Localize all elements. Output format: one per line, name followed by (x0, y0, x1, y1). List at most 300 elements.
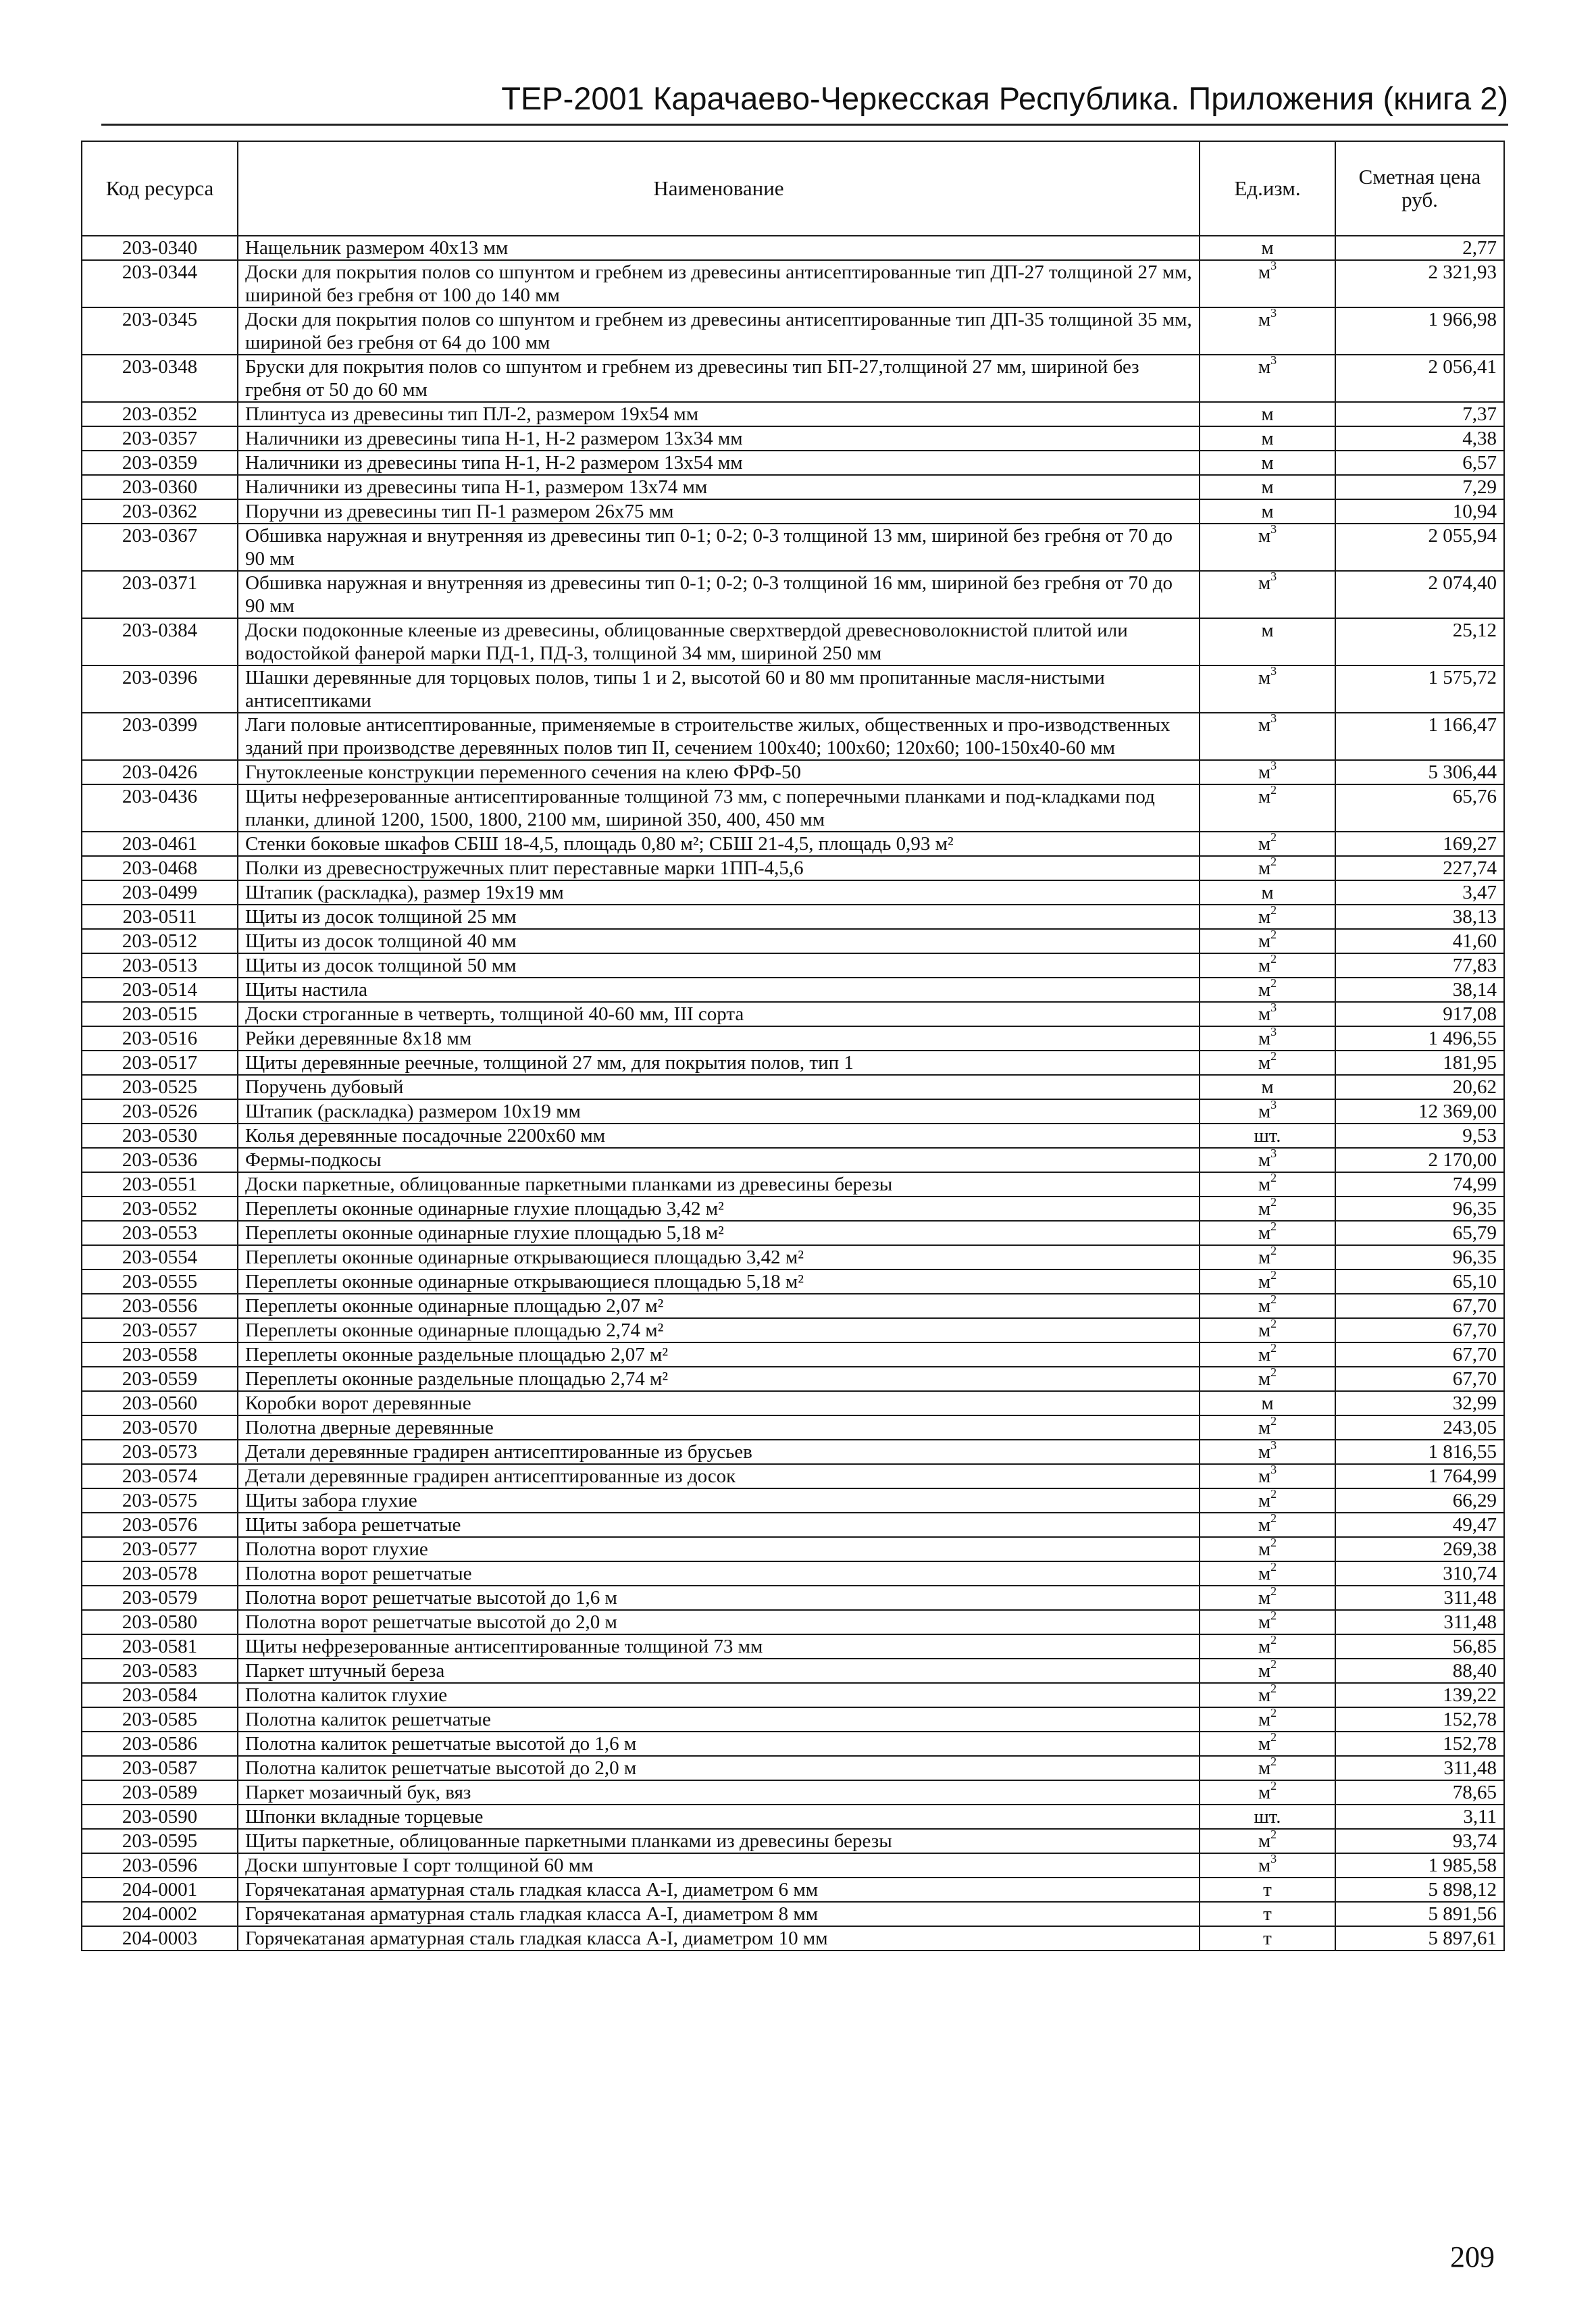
resource-name-cell: Щиты нефрезерованные антисептированные толщиной 73 мм (238, 1634, 1200, 1659)
unit-cell (1200, 880, 1335, 905)
resource-name-cell: Горячекатаная арматурная сталь гладкая класса А-I, диаметром 8 мм (238, 1902, 1200, 1926)
unit-cell (1200, 1221, 1335, 1245)
resource-name-cell: Плинтуса из древесины тип ПЛ-2, размером 19х54 мм (238, 402, 1200, 426)
price-cell: 310,74 (1335, 1561, 1504, 1586)
price-cell: 311,48 (1335, 1586, 1504, 1610)
table-row (82, 1002, 1504, 1026)
price-cell: 1 966,98 (1335, 307, 1504, 355)
resource-code-cell: 203-0515 (82, 1002, 238, 1026)
unit-exponent: 2 (1270, 1828, 1277, 1842)
resource-code-cell: 203-0553 (82, 1221, 238, 1245)
unit-cell (1200, 1148, 1335, 1172)
column-header-name: Наименование (238, 141, 1200, 236)
resource-code-cell: 203-0530 (82, 1124, 238, 1148)
resource-name-cell: Поручень дубовый (238, 1075, 1200, 1099)
unit-cell (1200, 1634, 1335, 1659)
resource-name-cell: Полотна калиток решетчатые высотой до 1,6 м (238, 1732, 1200, 1756)
resource-name-cell: Наличники из древесины типа Н-1, Н-2 размером 13х34 мм (238, 426, 1200, 451)
unit-label: м (1258, 955, 1271, 976)
unit-exponent: 2 (1270, 1560, 1277, 1574)
unit-cell (1200, 856, 1335, 880)
unit-label: м (1258, 1587, 1271, 1609)
table-row (82, 1659, 1504, 1683)
unit-exponent: 3 (1270, 664, 1277, 678)
resource-code-cell: 203-0587 (82, 1756, 238, 1780)
unit-cell (1200, 1537, 1335, 1561)
unit-label: м (1258, 1538, 1271, 1560)
price-cell: 169,27 (1335, 832, 1504, 856)
table-row (82, 1245, 1504, 1269)
column-header-price: Сметная цена руб. (1335, 141, 1504, 236)
unit-label: м (1258, 833, 1271, 855)
unit-exponent: 2 (1270, 952, 1277, 966)
resource-code-cell: 203-0586 (82, 1732, 238, 1756)
resource-name-cell: Доски подоконные клееные из древесины, облицованные сверхтвердой древесноволокнистой плитой или водостойкой фанерой марки ПД-1, ПД-3, толщиной 34 мм, шириной 250 мм (238, 618, 1200, 665)
resource-code-cell: 203-0362 (82, 499, 238, 524)
unit-exponent: 3 (1270, 711, 1277, 726)
table-row (82, 784, 1504, 832)
resource-code-cell: 204-0003 (82, 1926, 238, 1951)
unit-exponent: 2 (1270, 1682, 1277, 1696)
table-row (82, 1099, 1504, 1124)
table-row (82, 1780, 1504, 1805)
price-table (81, 141, 1505, 1951)
resource-code-cell: 203-0552 (82, 1197, 238, 1221)
unit-cell (1200, 1707, 1335, 1732)
unit-label: м (1261, 620, 1274, 641)
price-cell: 1 166,47 (1335, 713, 1504, 760)
unit-exponent: 2 (1270, 928, 1277, 942)
unit-cell (1200, 978, 1335, 1002)
resource-name-cell: Полотна калиток решетчатые высотой до 2,0 м (238, 1756, 1200, 1780)
resource-name-cell: Доски шпунтовые I сорт толщиной 60 мм (238, 1853, 1200, 1878)
table-row (82, 1269, 1504, 1294)
unit-cell (1200, 1780, 1335, 1805)
unit-exponent: 2 (1270, 1341, 1277, 1355)
price-cell: 2 056,41 (1335, 355, 1504, 402)
resource-code-cell: 203-0511 (82, 905, 238, 929)
resource-name-cell: Наличники из древесины типа Н-1, размером 13х74 мм (238, 475, 1200, 499)
unit-exponent: 3 (1270, 1147, 1277, 1161)
unit-cell (1200, 1026, 1335, 1051)
resource-code-cell: 203-0468 (82, 856, 238, 880)
price-cell: 67,70 (1335, 1294, 1504, 1318)
resource-name-cell: Доски паркетные, облицованные паркетными планками из древесины березы (238, 1172, 1200, 1197)
unit-label: м (1258, 1611, 1271, 1633)
resource-code-cell: 203-0352 (82, 402, 238, 426)
table-row (82, 451, 1504, 475)
unit-cell (1200, 760, 1335, 784)
table-row (82, 1367, 1504, 1391)
unit-cell (1200, 1488, 1335, 1513)
unit-label: м (1258, 1465, 1271, 1487)
unit-label: м (1261, 1392, 1274, 1414)
unit-label: м (1258, 1636, 1271, 1657)
unit-cell (1200, 1926, 1335, 1951)
resource-code-cell: 203-0516 (82, 1026, 238, 1051)
resource-name-cell: Щиты паркетные, облицованные паркетными планками из древесины березы (238, 1829, 1200, 1853)
unit-label: м (1258, 906, 1271, 928)
price-cell: 5 891,56 (1335, 1902, 1504, 1926)
unit-label: м (1258, 1757, 1271, 1779)
unit-label: м (1261, 403, 1274, 425)
resource-name-cell: Переплеты оконные одинарные площадью 2,07 м² (238, 1294, 1200, 1318)
unit-exponent: 2 (1270, 1657, 1277, 1671)
price-cell: 917,08 (1335, 1002, 1504, 1026)
table-row (82, 856, 1504, 880)
unit-cell (1200, 905, 1335, 929)
resource-name-cell: Детали деревянные градирен антисептированные из брусьев (238, 1440, 1200, 1464)
unit-cell (1200, 1075, 1335, 1099)
unit-exponent: 2 (1270, 1049, 1277, 1063)
unit-label: м (1258, 1319, 1271, 1341)
table-row (82, 1805, 1504, 1829)
price-cell: 5 897,61 (1335, 1926, 1504, 1951)
unit-cell (1200, 1099, 1335, 1124)
unit-cell (1200, 1732, 1335, 1756)
unit-exponent: 3 (1270, 522, 1277, 536)
resource-code-cell: 203-0583 (82, 1659, 238, 1683)
price-cell: 139,22 (1335, 1683, 1504, 1707)
table-row (82, 1294, 1504, 1318)
table-row (82, 355, 1504, 402)
price-cell: 311,48 (1335, 1756, 1504, 1780)
price-cell: 1 575,72 (1335, 665, 1504, 713)
resource-code-cell: 203-0426 (82, 760, 238, 784)
unit-exponent: 3 (1270, 259, 1277, 273)
price-cell: 1 985,58 (1335, 1853, 1504, 1878)
resource-name-cell: Доски для покрытия полов со шпунтом и гребнем из древесины антисептированные тип ДП-27 толщиной 27 мм, шириной без гребня от 100 до 140 мм (238, 260, 1200, 307)
table-row (82, 1415, 1504, 1440)
table-row (82, 1926, 1504, 1951)
price-cell: 56,85 (1335, 1634, 1504, 1659)
unit-cell (1200, 260, 1335, 307)
unit-cell (1200, 1683, 1335, 1707)
resource-code-cell: 203-0574 (82, 1464, 238, 1488)
resource-name-cell: Штапик (раскладка), размер 19х19 мм (238, 880, 1200, 905)
resource-name-cell: Лаги половые антисептированные, применяемые в строительстве жилых, общественных и про-изводственных зданий при производстве деревянных полов тип II, сечением 100х40; 100х60; 120х60; 100-150х40-60 мм (238, 713, 1200, 760)
unit-exponent: 2 (1270, 783, 1277, 797)
resource-name-cell: Поручни из древесины тип П-1 размером 26х75 мм (238, 499, 1200, 524)
table-row (82, 1561, 1504, 1586)
price-cell: 6,57 (1335, 451, 1504, 475)
price-cell: 227,74 (1335, 856, 1504, 880)
unit-label: м (1258, 1174, 1271, 1195)
unit-label: м (1261, 1076, 1274, 1098)
price-cell: 152,78 (1335, 1707, 1504, 1732)
unit-cell (1200, 1829, 1335, 1853)
unit-exponent: 3 (1270, 306, 1277, 320)
resource-code-cell: 203-0525 (82, 1075, 238, 1099)
table-row (82, 1318, 1504, 1342)
unit-label: шт. (1254, 1806, 1281, 1828)
unit-label: м (1258, 525, 1271, 547)
price-cell: 1 496,55 (1335, 1026, 1504, 1051)
table-row (82, 905, 1504, 929)
unit-label: м (1258, 1441, 1271, 1463)
unit-cell (1200, 1878, 1335, 1902)
unit-cell (1200, 1586, 1335, 1610)
resource-code-cell: 203-0396 (82, 665, 238, 713)
unit-label: м (1258, 1733, 1271, 1755)
table-row (82, 1829, 1504, 1853)
table-row (82, 1853, 1504, 1878)
unit-cell (1200, 1805, 1335, 1829)
resource-code-cell: 203-0584 (82, 1683, 238, 1707)
resource-code-cell: 203-0570 (82, 1415, 238, 1440)
table-row (82, 978, 1504, 1002)
resource-code-cell: 203-0585 (82, 1707, 238, 1732)
column-header-unit: Ед.изм. (1200, 141, 1335, 236)
unit-label: т (1263, 1903, 1272, 1925)
price-cell: 7,29 (1335, 475, 1504, 499)
table-row (82, 1075, 1504, 1099)
resource-code-cell: 203-0551 (82, 1172, 238, 1197)
resource-name-cell: Наличники из древесины типа Н-1, Н-2 размером 13х54 мм (238, 451, 1200, 475)
unit-cell (1200, 1464, 1335, 1488)
unit-cell (1200, 1172, 1335, 1197)
table-row (82, 1634, 1504, 1659)
unit-cell (1200, 832, 1335, 856)
unit-label: т (1263, 1928, 1272, 1949)
unit-exponent: 2 (1270, 1779, 1277, 1793)
resource-name-cell: Щиты деревянные реечные, толщиной 27 мм, для покрытия полов, тип 1 (238, 1051, 1200, 1075)
resource-code-cell: 203-0557 (82, 1318, 238, 1342)
unit-exponent: 2 (1270, 1536, 1277, 1550)
unit-label: м (1258, 1149, 1271, 1171)
resource-name-cell: Обшивка наружная и внутренняя из древесины тип 0-1; 0-2; 0-3 толщиной 13 мм, шириной без гребня от 70 до 90 мм (238, 524, 1200, 571)
table-row (82, 571, 1504, 618)
table-row (82, 307, 1504, 355)
price-cell: 25,12 (1335, 618, 1504, 665)
resource-code-cell: 203-0559 (82, 1367, 238, 1391)
table-row (82, 1464, 1504, 1488)
resource-code-cell: 203-0359 (82, 451, 238, 475)
unit-exponent: 2 (1270, 855, 1277, 869)
resource-name-cell: Шпонки вкладные торцевые (238, 1805, 1200, 1829)
page-header: ТЕР-2001 Карачаево-Черкесская Республика. Приложения (книга 2) (101, 80, 1508, 126)
unit-label: м (1261, 476, 1274, 498)
price-cell: 88,40 (1335, 1659, 1504, 1683)
unit-exponent: 2 (1270, 1730, 1277, 1744)
unit-label: м (1261, 428, 1274, 449)
unit-label: м (1258, 761, 1271, 783)
price-cell: 65,79 (1335, 1221, 1504, 1245)
resource-code-cell: 203-0578 (82, 1561, 238, 1586)
table-row (82, 1051, 1504, 1075)
resource-name-cell: Полотна калиток глухие (238, 1683, 1200, 1707)
resource-code-cell: 203-0558 (82, 1342, 238, 1367)
price-cell: 93,74 (1335, 1829, 1504, 1853)
resource-code-cell: 203-0517 (82, 1051, 238, 1075)
table-row (82, 713, 1504, 760)
price-cell: 243,05 (1335, 1415, 1504, 1440)
table-row (82, 1391, 1504, 1415)
unit-cell (1200, 1245, 1335, 1269)
unit-label: м (1258, 1855, 1271, 1876)
table-row (82, 1513, 1504, 1537)
resource-name-cell: Щиты настила (238, 978, 1200, 1002)
resource-name-cell: Детали деревянные градирен антисептированные из досок (238, 1464, 1200, 1488)
unit-cell (1200, 426, 1335, 451)
resource-name-cell: Полотна ворот решетчатые (238, 1561, 1200, 1586)
resource-code-cell: 203-0348 (82, 355, 238, 402)
price-cell: 1 764,99 (1335, 1464, 1504, 1488)
resource-name-cell: Переплеты оконные одинарные глухие площадью 5,18 м² (238, 1221, 1200, 1245)
price-cell: 181,95 (1335, 1051, 1504, 1075)
unit-cell (1200, 571, 1335, 618)
resource-code-cell: 203-0344 (82, 260, 238, 307)
resource-name-cell: Щиты из досок толщиной 40 мм (238, 929, 1200, 953)
resource-name-cell: Полки из древесностружечных плит переставные марки 1ПП-4,5,6 (238, 856, 1200, 880)
price-cell: 269,38 (1335, 1537, 1504, 1561)
table-row (82, 1221, 1504, 1245)
resource-code-cell: 203-0526 (82, 1099, 238, 1124)
resource-code-cell: 203-0367 (82, 524, 238, 571)
table-row (82, 618, 1504, 665)
unit-exponent: 2 (1270, 1633, 1277, 1647)
unit-cell (1200, 1513, 1335, 1537)
unit-cell (1200, 784, 1335, 832)
unit-label: м (1258, 1490, 1271, 1511)
unit-cell (1200, 1415, 1335, 1440)
unit-label: м (1258, 1003, 1271, 1025)
unit-cell (1200, 1318, 1335, 1342)
resource-code-cell: 203-0556 (82, 1294, 238, 1318)
resource-name-cell: Переплеты оконные одинарные площадью 2,74 м² (238, 1318, 1200, 1342)
resource-name-cell: Переплеты оконные раздельные площадью 2,74 м² (238, 1367, 1200, 1391)
table-row (82, 1732, 1504, 1756)
price-cell: 152,78 (1335, 1732, 1504, 1756)
resource-name-cell: Полотна дверные деревянные (238, 1415, 1200, 1440)
unit-cell (1200, 1440, 1335, 1464)
unit-label: м (1258, 1028, 1271, 1049)
unit-label: м (1258, 1368, 1271, 1390)
resource-name-cell: Шашки деревянные для торцовых полов, типы 1 и 2, высотой 60 и 80 мм пропитанные масля-нистыми антисептиками (238, 665, 1200, 713)
price-cell: 2,77 (1335, 236, 1504, 260)
unit-cell (1200, 1197, 1335, 1221)
unit-exponent: 2 (1270, 1584, 1277, 1599)
unit-label: м (1258, 1514, 1271, 1536)
price-cell: 65,76 (1335, 784, 1504, 832)
table-row (82, 1878, 1504, 1902)
resource-name-cell: Переплеты оконные одинарные глухие площадью 3,42 м² (238, 1197, 1200, 1221)
price-cell: 10,94 (1335, 499, 1504, 524)
unit-label: м (1258, 786, 1271, 807)
unit-cell (1200, 1342, 1335, 1367)
resource-name-cell: Фермы-подкосы (238, 1148, 1200, 1172)
resource-code-cell: 203-0357 (82, 426, 238, 451)
unit-exponent: 3 (1270, 1098, 1277, 1112)
resource-code-cell: 203-0575 (82, 1488, 238, 1513)
unit-label: м (1258, 261, 1271, 283)
price-cell: 2 170,00 (1335, 1148, 1504, 1172)
table-row (82, 499, 1504, 524)
table-row (82, 1148, 1504, 1172)
unit-exponent: 2 (1270, 976, 1277, 990)
resource-name-cell: Рейки деревянные 8х18 мм (238, 1026, 1200, 1051)
resource-name-cell: Доски для покрытия полов со шпунтом и гребнем из древесины антисептированные тип ДП-35 толщиной 35 мм, шириной без гребня от 64 до 100 мм (238, 307, 1200, 355)
resource-name-cell: Горячекатаная арматурная сталь гладкая класса А-I, диаметром 6 мм (238, 1878, 1200, 1902)
price-cell: 78,65 (1335, 1780, 1504, 1805)
unit-exponent: 3 (1270, 1001, 1277, 1015)
unit-exponent: 2 (1270, 1487, 1277, 1501)
unit-cell (1200, 1294, 1335, 1318)
resource-name-cell: Полотна ворот глухие (238, 1537, 1200, 1561)
resource-name-cell: Доски строганные в четверть, толщиной 40-60 мм, III сорта (238, 1002, 1200, 1026)
price-cell: 66,29 (1335, 1488, 1504, 1513)
unit-exponent: 2 (1270, 830, 1277, 845)
price-cell: 1 816,55 (1335, 1440, 1504, 1464)
resource-name-cell: Бруски для покрытия полов со шпунтом и гребнем из древесины тип БП-27,толщиной 27 мм, шириной без гребня от 50 до 60 мм (238, 355, 1200, 402)
unit-label: м (1258, 309, 1271, 330)
table-row (82, 426, 1504, 451)
unit-label: шт. (1254, 1125, 1281, 1147)
price-cell: 67,70 (1335, 1342, 1504, 1367)
unit-label: м (1258, 1295, 1271, 1317)
price-cell: 96,35 (1335, 1197, 1504, 1221)
table-row (82, 1342, 1504, 1367)
price-cell: 4,38 (1335, 426, 1504, 451)
resource-code-cell: 203-0595 (82, 1829, 238, 1853)
unit-exponent: 3 (1270, 1025, 1277, 1039)
unit-cell (1200, 618, 1335, 665)
table-row (82, 953, 1504, 978)
unit-cell (1200, 402, 1335, 426)
resource-name-cell: Паркет мозаичный бук, вяз (238, 1780, 1200, 1805)
unit-cell (1200, 713, 1335, 760)
resource-code-cell: 203-0573 (82, 1440, 238, 1464)
unit-label: м (1258, 1782, 1271, 1803)
unit-cell (1200, 1561, 1335, 1586)
page-number: 209 (1450, 2240, 1495, 2273)
price-cell: 65,10 (1335, 1269, 1504, 1294)
unit-exponent: 2 (1270, 1268, 1277, 1282)
unit-cell (1200, 1002, 1335, 1026)
table-row (82, 260, 1504, 307)
unit-cell (1200, 355, 1335, 402)
resource-name-cell: Щиты из досок толщиной 50 мм (238, 953, 1200, 978)
price-cell: 20,62 (1335, 1075, 1504, 1099)
resource-code-cell: 203-0560 (82, 1391, 238, 1415)
unit-label: т (1263, 1879, 1272, 1901)
resource-code-cell: 203-0360 (82, 475, 238, 499)
unit-cell (1200, 665, 1335, 713)
resource-code-cell: 203-0499 (82, 880, 238, 905)
unit-exponent: 3 (1270, 1852, 1277, 1866)
unit-exponent: 2 (1270, 1292, 1277, 1307)
unit-label: м (1258, 1052, 1271, 1074)
resource-name-cell: Полотна ворот решетчатые высотой до 1,6 м (238, 1586, 1200, 1610)
column-header-code: Код ресурса (82, 141, 238, 236)
price-cell: 74,99 (1335, 1172, 1504, 1197)
price-cell: 12 369,00 (1335, 1099, 1504, 1124)
unit-exponent: 3 (1270, 353, 1277, 368)
resource-name-cell: Колья деревянные посадочные 2200х60 мм (238, 1124, 1200, 1148)
resource-code-cell: 204-0001 (82, 1878, 238, 1902)
unit-exponent: 2 (1270, 1195, 1277, 1209)
resource-name-cell: Полотна ворот решетчатые высотой до 2,0 м (238, 1610, 1200, 1634)
price-cell: 96,35 (1335, 1245, 1504, 1269)
table-row (82, 832, 1504, 856)
resource-code-cell: 203-0579 (82, 1586, 238, 1610)
price-cell: 7,37 (1335, 402, 1504, 426)
price-cell: 77,83 (1335, 953, 1504, 978)
price-cell: 5 306,44 (1335, 760, 1504, 784)
resource-name-cell: Нащельник размером 40х13 мм (238, 236, 1200, 260)
unit-label: м (1258, 667, 1271, 688)
unit-label: м (1258, 857, 1271, 879)
